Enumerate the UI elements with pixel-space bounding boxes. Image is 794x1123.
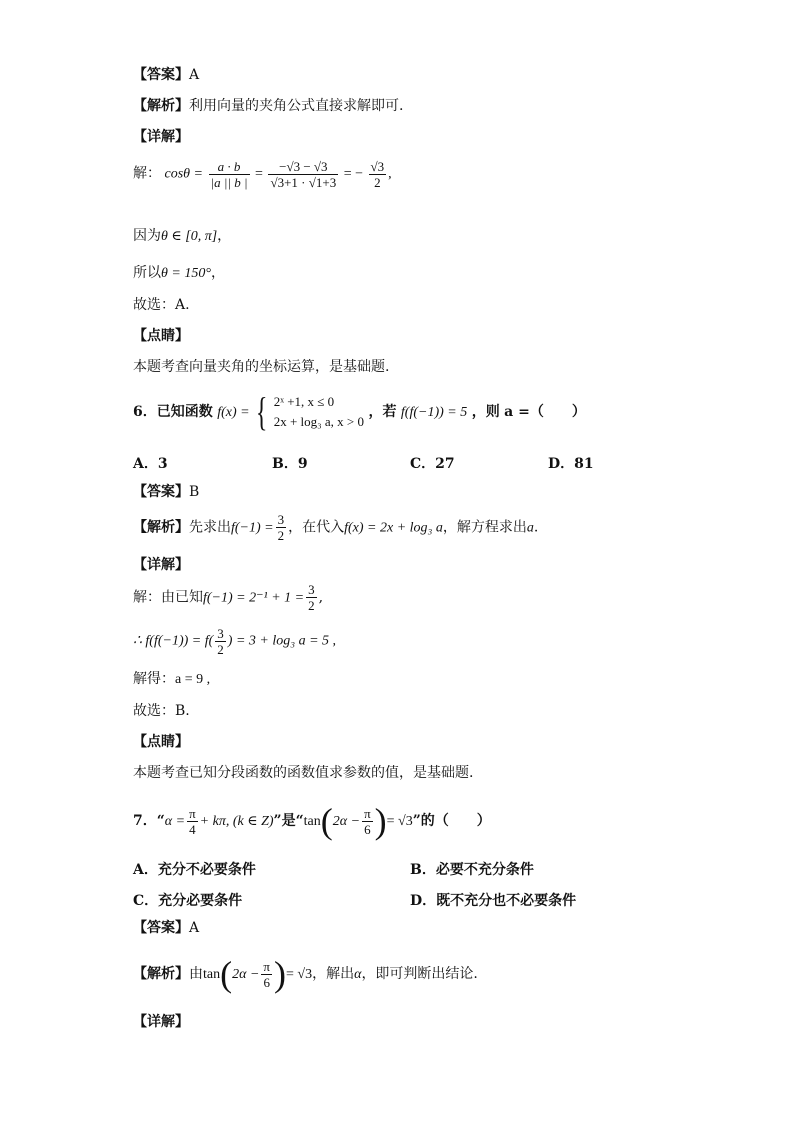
q5-so: 所以θ = 150°， xyxy=(133,265,225,281)
q6-cases: 2ˣ +1, x ≤ 0 2x + log₃ a, x > 0 xyxy=(273,394,365,429)
q7-right-paren: ) xyxy=(374,801,387,841)
q6-step2: ∴ f(f(−1)) = f( $\frac{3}{2}$ ) = 3 + log₃ a = 5 , xyxy=(133,626,337,657)
q7-option-b: B．必要不充分条件 xyxy=(410,862,534,878)
q6-answer: 【答案】B xyxy=(133,484,200,500)
q6-detail-heading: 【详解】 xyxy=(133,557,189,573)
q5-solution-line: 解： cosθ = $\frac{a \cdot b}{|a || b |}$ = $\frac{-√3 - √3}{√3+1 \cdot √1+3}$ = − $\frac{√3}{2}$ , xyxy=(133,159,392,190)
q7-detail-heading: 【详解】 xyxy=(133,1014,189,1030)
q6-option-c: C．27 xyxy=(410,456,455,472)
q5-comment-heading: 【点睛】 xyxy=(133,328,189,344)
q6-option-b: B．9 xyxy=(272,456,308,472)
q5-since: 因为θ ∈ [0, π]， xyxy=(133,228,232,244)
q5-frac-ab: $\frac{a \cdot b}{|a || b |}$ xyxy=(210,159,248,190)
q5-frac-sqrt: $\frac{-√3 - √3}{√3+1 \cdot √1+3}$ xyxy=(270,159,337,190)
q6-stem: 6．已知函数 f(x) = { 2ˣ +1, x ≤ 0 2x + log₃ a, x > 0 ，若 f(f(−1)) = 5 ，则 a =（ ） xyxy=(133,389,586,434)
q6-brace: { xyxy=(255,389,268,434)
q6-comment: 本题考查已知分段函数的函数值求参数的值，是基础题. xyxy=(133,765,474,781)
q7-answer: 【答案】A xyxy=(133,920,200,936)
q5-detail-heading: 【详解】 xyxy=(133,129,189,145)
q7-stem-frac-pi6: $\frac{\pi}{6}$ xyxy=(364,805,371,837)
q6-step3: 解得：a = 9 , xyxy=(133,672,211,687)
q7-analysis-left-paren: ( xyxy=(220,954,233,994)
q5-frac-result: $\frac{√3}{2}$ xyxy=(370,159,385,190)
q5-answer: 【答案】A xyxy=(133,67,200,83)
q7-analysis-frac: $\frac{\pi}{6}$ xyxy=(263,958,270,990)
q6-step1: 解：由已知f(−1) = 2⁻¹ + 1 = $\frac{3}{2}$ , xyxy=(133,582,324,613)
q7-analysis: 【解析】由tan(2α − $\frac{\pi}{6}$ )= √3，解出α，即可判断出结论. xyxy=(133,954,478,994)
q6-option-a: A．3 xyxy=(133,456,168,472)
q7-analysis-right-paren: ) xyxy=(273,954,286,994)
q7-option-a: A．充分不必要条件 xyxy=(133,862,256,878)
q6-option-d: D．81 xyxy=(548,456,594,472)
q6-analysis: 【解析】先求出f(−1) = $\frac{3}{2}$ ，在代入f(x) = 2x + log₃ a，解方程求出a. xyxy=(133,512,539,543)
q7-stem: 7．“α = $\frac{\pi}{4}$ + kπ, (k ∈ Z)”是“tan(2α − $\frac{\pi}{6}$ )= √3”的（ ） xyxy=(133,801,491,841)
q7-left-paren: ( xyxy=(320,801,333,841)
q7-stem-frac-pi4: $\frac{\pi}{4}$ xyxy=(189,805,196,837)
q5-comment: 本题考查向量夹角的坐标运算，是基础题. xyxy=(133,359,390,375)
q5-pick: 故选：A. xyxy=(133,297,190,313)
q6-step2-frac: $\frac{3}{2}$ xyxy=(217,626,224,657)
q6-pick: 故选：B. xyxy=(133,703,190,719)
q5-analysis: 【解析】利用向量的夹角公式直接求解即可. xyxy=(133,98,404,114)
q7-option-c: C．充分必要条件 xyxy=(133,893,243,909)
q6-analysis-frac: $\frac{3}{2}$ xyxy=(277,512,285,543)
q6-step1-frac: $\frac{3}{2}$ xyxy=(308,582,315,613)
q7-option-d: D．既不充分也不必要条件 xyxy=(410,893,577,909)
q6-comment-heading: 【点睛】 xyxy=(133,734,189,750)
